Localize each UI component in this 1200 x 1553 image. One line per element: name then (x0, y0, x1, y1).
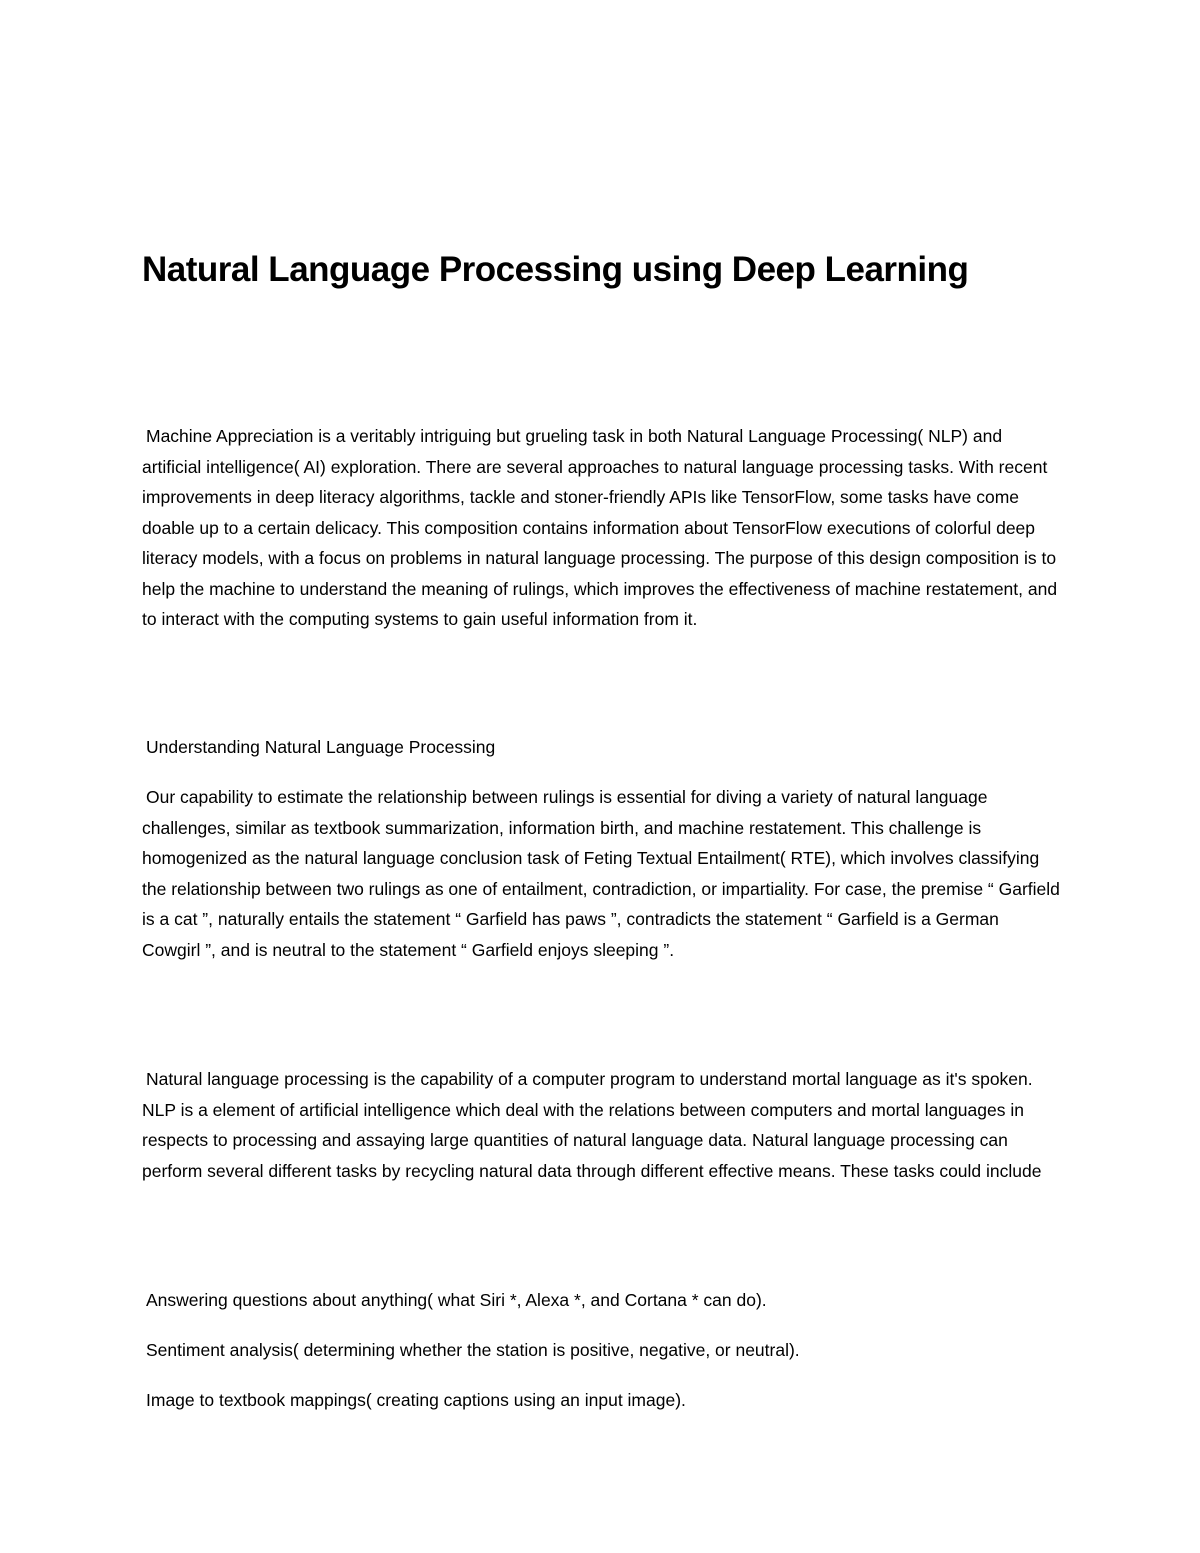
task-item: Answering questions about anything( what Siri *, Alexa *, and Cortana * can do). (146, 1290, 767, 1310)
task-item: Image to textbook mappings( creating captions using an input image). (146, 1390, 686, 1410)
section-paragraph: Natural language processing is the capability of a computer program to understand mortal language as it's spoken. NLP is a element of artificial intelligence which deal with the relations between computers and mortal languages in respects to processing and assaying large quantities of natural language data. Natural language processing can perform several different tasks by recycling natural data through different effective means. These tasks could include (142, 1069, 1042, 1181)
section-heading: Understanding Natural Language Processing (146, 737, 496, 757)
section-paragraph: Our capability to estimate the relationship between rulings is essential for diving a variety of natural language challenges, similar as textbook summarization, information birth, and machine restatement. This challenge is homogenized as the natural language conclusion task of Feting Textual Entailment( RTE), which involves classifying the relationship between two rulings as one of entailment, contradiction, or impartiality. For case, the premise “ Garfield is a cat ”, naturally entails the statement “ Garfield has paws ”, contradicts the statement “ Garfield is a German Cowgirl ”, and is neutral to the statement “ Garfield enjoys sleeping ”. (142, 787, 1060, 960)
document-title: Natural Language Processing using Deep Learning (142, 250, 969, 289)
intro-paragraph: Machine Appreciation is a veritably intriguing but grueling task in both Natural Language Processing( NLP) and artificial intelligence( AI) exploration. There are several approaches to natural language processing tasks. With recent improvements in deep literacy algorithms, tackle and stoner-friendly APIs like TensorFlow, some tasks have come doable up to a certain delicacy. This composition contains information about TensorFlow executions of colorful deep literacy models, with a focus on problems in natural language processing. The purpose of this design composition is to help the machine to understand the meaning of rulings, which improves the effectiveness of machine restatement, and to interact with the computing systems to gain useful information from it. (142, 426, 1058, 629)
task-item: Sentiment analysis( determining whether the station is positive, negative, or neutral). (146, 1340, 800, 1360)
